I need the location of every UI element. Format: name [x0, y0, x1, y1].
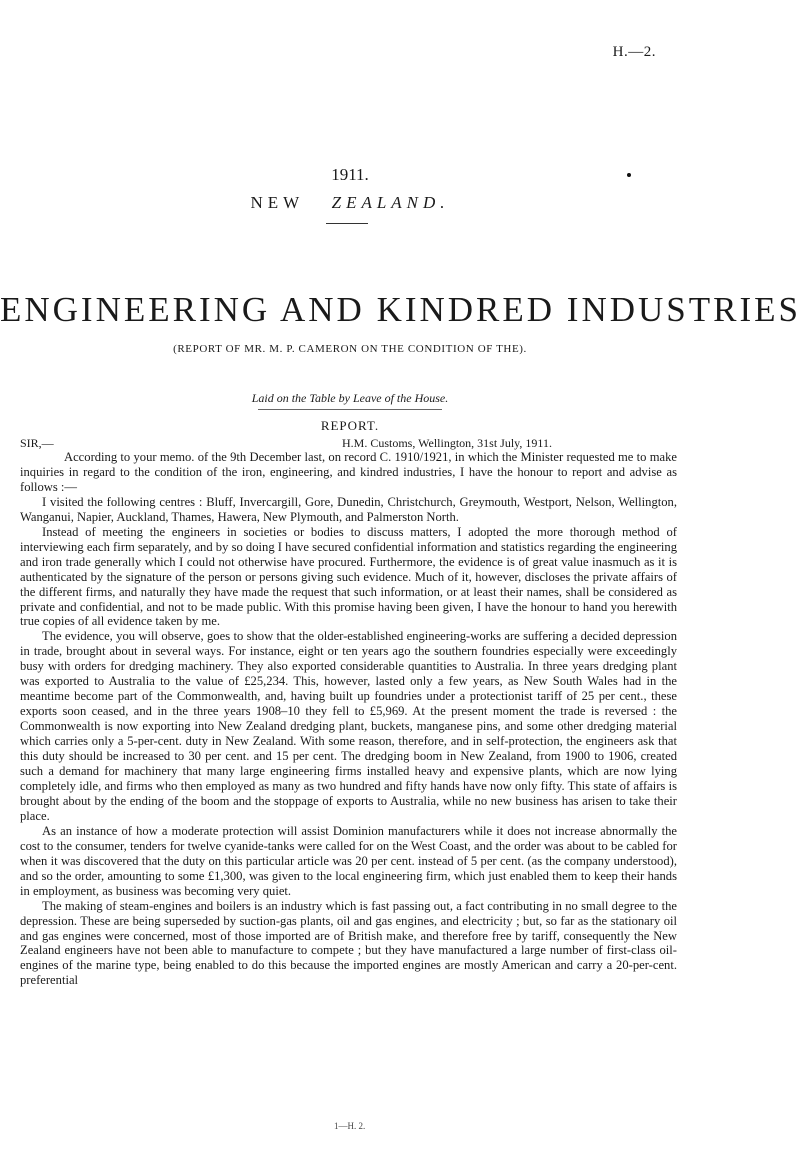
title-divider [326, 223, 368, 224]
country-word-zealand: ZEALAND. [331, 193, 450, 212]
country-heading [0, 193, 700, 213]
paragraph: The making of steam-engines and boilers is an industry which is fast passing out, a fact contributing in no small degree to the depression. These are being superseded by suction-gas plants, oil and gas engines, and electricity ; but, so far as the stationary oil and gas engines were concerned, most of those imported are of British make, and therefore free by tariff, consequently the New Zealand engineers have not been able to manufacture to compete ; but they have manufactured a large number of first-class oil-engines of the marine type, being enabled to do this because the imported engines are mostly American and carry a 20-per-cent. preferential [20, 898, 677, 988]
paragraph: I visited the following centres : Bluff, Invercargill, Gore, Dunedin, Christchurch, Greymouth, Westport, Nelson, Wellington, Wanganui, Napier, Auckland, Thames, Hawera, New Plymouth, and Palmerston North. [20, 494, 677, 524]
paragraph: Instead of meeting the engineers in societies or bodies to discuss matters, I adopted the more thorough method of interviewing each firm separately, and by so doing I have secured confidential information and statistics regarding the engineering and iron trade generally which I could not otherwise have procured. Furthermore, the evidence is of great value inasmuch as it is authenticated by the signature of the person or persons giving such evidence. Much of it, however, discloses the private affairs of the different firms, and naturally they have made the request that such information, or at least their names, shall be considered as private and confidential, and not to be made public. With this promise having been given, I have the honour to hand you herewith true copies of all evidence taken by me. [20, 524, 677, 629]
footer-mark: 1—H. 2. [334, 1121, 366, 1131]
paragraph: According to your memo. of the 9th December last, on record C. 1910/1921, in which the Minister requested me to make inquiries in regard to the condition of the iron, engineering, and kindred industries, I have the honour to report and advise as follows :— [20, 450, 677, 494]
paragraph: The evidence, you will observe, goes to show that the older-established engineering-works are suffering a decided depression in trade, brought about in several ways. For instance, eight or ten years ago the southern foundries especially were exceedingly busy with orders for dredging machinery. They also exported considerable quantities to Australia. In three years dredging plant was exported to Australia to the value of £25,234. This, however, lasted only a few years, as New South Wales had in the meantime become part of the Commonwealth, and, having built up foundries under a protectionist tariff of 25 per cent., these exports soon ceased, and in the three years 1908–10 they fell to £5,969. At the present moment the trade is reversed : the Commonwealth is now exporting into New Zealand dredging plant, buckets, manganese pins, and some other dredging material which carries only a 5-per-cent. duty in New Zealand. With some reason, therefore, and in self-protection, the engineers ask that this duty should be increased to 30 per cent. and 15 per cent. The dredging boom in New Zealand, from 1900 to 1906, created such a demand for machinery that many large engineering firms installed heavy and expensive plants, which are now lying completely idle, and firms who then employed as many as two hundred and fifty hands have now only fifty. This state of affairs is brought about by the ending of the boom and the stoppage of exports to Australia, while no new business has arisen to take their place. [20, 629, 677, 823]
report-body [20, 450, 677, 988]
document-code: H.—2. [612, 44, 656, 60]
dateline: H.M. Customs, Wellington, 31st July, 1911. [342, 436, 552, 450]
paragraph: As an instance of how a moderate protection will assist Dominion manufacturers while it does not increase abnormally the cost to the consumer, tenders for twelve cyanide-tanks were called for on the West Coast, and the order was about to be cabled for when it was discovered that the duty on this particular article was 20 per cent. instead of 5 per cent. (as the company understood), and so the order, amounting to some £1,300, was given to the local engineering firm, which just enabled them to keep their hands in employment, as business was becoming very quiet. [20, 823, 677, 898]
section-divider [258, 409, 442, 410]
salutation: SIR,— [20, 436, 54, 450]
document-year: 1911. [331, 165, 369, 184]
country-word-new: NEW [250, 193, 304, 212]
report-heading: REPORT. [320, 418, 380, 433]
subtitle: (REPORT OF MR. M. P. CAMERON ON THE CONDITION OF THE). [173, 343, 527, 355]
main-title: ENGINEERING AND KINDRED INDUSTRIES [0, 290, 801, 329]
laid-on-table-note: Laid on the Table by Leave of the House. [251, 391, 449, 405]
